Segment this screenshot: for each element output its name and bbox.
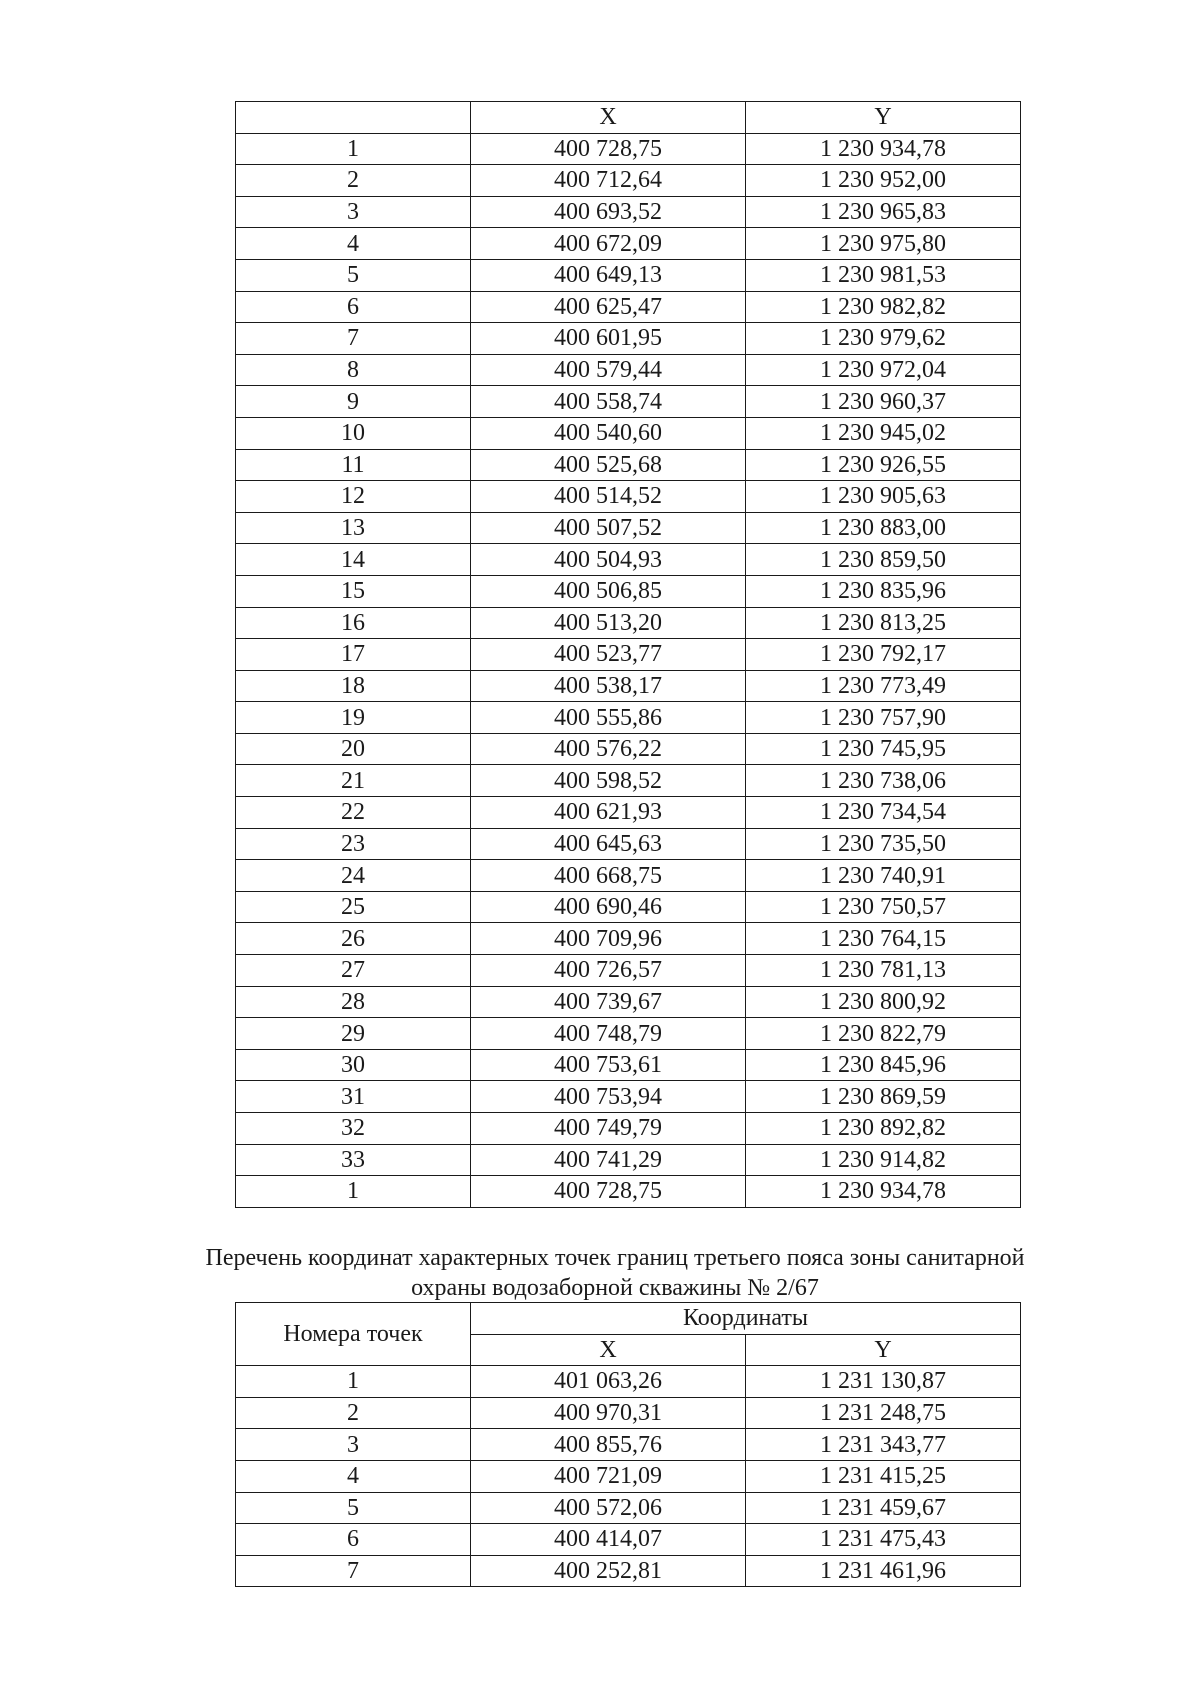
y-coordinate-cell: 1 230 792,17 <box>746 639 1021 671</box>
table-row <box>236 828 1021 860</box>
point-number-cell: 26 <box>236 923 471 955</box>
y-coordinate-cell: 1 230 982,82 <box>746 291 1021 323</box>
point-number-cell: 27 <box>236 955 471 987</box>
y-coordinate-cell: 1 230 934,78 <box>746 1176 1021 1208</box>
x-coordinate-cell: 400 538,17 <box>471 670 746 702</box>
header-point-numbers: Номера точек <box>236 1303 471 1366</box>
point-number-cell: 5 <box>236 1492 471 1524</box>
table-row <box>236 481 1021 513</box>
y-coordinate-cell: 1 230 750,57 <box>746 891 1021 923</box>
x-coordinate-cell: 400 579,44 <box>471 354 746 386</box>
y-coordinate-cell: 1 230 835,96 <box>746 575 1021 607</box>
point-number-cell: 12 <box>236 481 471 513</box>
header-y: Y <box>746 1334 1021 1366</box>
point-number-cell: 19 <box>236 702 471 734</box>
point-number-cell: 33 <box>236 1144 471 1176</box>
x-coordinate-cell: 400 576,22 <box>471 733 746 765</box>
table-row <box>236 1397 1021 1429</box>
point-number-cell: 16 <box>236 607 471 639</box>
table-row <box>236 955 1021 987</box>
x-coordinate-cell: 400 712,64 <box>471 165 746 197</box>
table-row <box>236 639 1021 671</box>
x-coordinate-cell: 400 506,85 <box>471 575 746 607</box>
table-row <box>236 1144 1021 1176</box>
y-coordinate-cell: 1 230 892,82 <box>746 1113 1021 1145</box>
table-row <box>236 575 1021 607</box>
table-row <box>236 449 1021 481</box>
point-number-cell: 7 <box>236 1555 471 1587</box>
y-coordinate-cell: 1 231 459,67 <box>746 1492 1021 1524</box>
x-coordinate-cell: 400 598,52 <box>471 765 746 797</box>
y-coordinate-cell: 1 230 914,82 <box>746 1144 1021 1176</box>
x-coordinate-cell: 400 726,57 <box>471 955 746 987</box>
point-number-cell: 18 <box>236 670 471 702</box>
table-row <box>236 386 1021 418</box>
y-coordinate-cell: 1 230 773,49 <box>746 670 1021 702</box>
point-number-cell: 17 <box>236 639 471 671</box>
y-coordinate-cell: 1 230 800,92 <box>746 986 1021 1018</box>
x-coordinate-cell: 401 063,26 <box>471 1366 746 1398</box>
coordinates-table-2 <box>235 1302 1021 1587</box>
coordinates-table-1-body <box>236 102 1021 1208</box>
table-row <box>236 702 1021 734</box>
table-row <box>236 1081 1021 1113</box>
y-coordinate-cell: 1 230 813,25 <box>746 607 1021 639</box>
point-number-cell: 2 <box>236 165 471 197</box>
y-coordinate-cell: 1 230 781,13 <box>746 955 1021 987</box>
table-row <box>236 1492 1021 1524</box>
table-row <box>236 797 1021 829</box>
x-coordinate-cell: 400 668,75 <box>471 860 746 892</box>
x-coordinate-cell: 400 645,63 <box>471 828 746 860</box>
y-coordinate-cell: 1 230 757,90 <box>746 702 1021 734</box>
point-number-cell: 4 <box>236 228 471 260</box>
point-number-cell: 32 <box>236 1113 471 1145</box>
header-y: Y <box>746 102 1021 134</box>
y-coordinate-cell: 1 230 740,91 <box>746 860 1021 892</box>
table-row <box>236 891 1021 923</box>
y-coordinate-cell: 1 230 945,02 <box>746 417 1021 449</box>
y-coordinate-cell: 1 231 130,87 <box>746 1366 1021 1398</box>
caption-line-2: охраны водозаборной скважины № 2/67 <box>411 1275 819 1301</box>
y-coordinate-cell: 1 231 475,43 <box>746 1524 1021 1556</box>
x-coordinate-cell: 400 728,75 <box>471 133 746 165</box>
point-number-cell: 21 <box>236 765 471 797</box>
x-coordinate-cell: 400 514,52 <box>471 481 746 513</box>
y-coordinate-cell: 1 230 934,78 <box>746 133 1021 165</box>
y-coordinate-cell: 1 230 952,00 <box>746 165 1021 197</box>
x-coordinate-cell: 400 672,09 <box>471 228 746 260</box>
point-number-cell: 3 <box>236 196 471 228</box>
x-coordinate-cell: 400 414,07 <box>471 1524 746 1556</box>
point-number-cell: 25 <box>236 891 471 923</box>
x-coordinate-cell: 400 523,77 <box>471 639 746 671</box>
x-coordinate-cell: 400 748,79 <box>471 1018 746 1050</box>
x-coordinate-cell: 400 572,06 <box>471 1492 746 1524</box>
point-number-cell: 22 <box>236 797 471 829</box>
coordinates-table-1 <box>235 101 1021 1208</box>
table-row <box>236 417 1021 449</box>
point-number-cell: 24 <box>236 860 471 892</box>
table-row <box>236 354 1021 386</box>
x-coordinate-cell: 400 525,68 <box>471 449 746 481</box>
x-coordinate-cell: 400 739,67 <box>471 986 746 1018</box>
y-coordinate-cell: 1 231 248,75 <box>746 1397 1021 1429</box>
x-coordinate-cell: 400 753,94 <box>471 1081 746 1113</box>
header-point-number <box>236 102 471 134</box>
x-coordinate-cell: 400 728,75 <box>471 1176 746 1208</box>
point-number-cell: 31 <box>236 1081 471 1113</box>
x-coordinate-cell: 400 504,93 <box>471 544 746 576</box>
point-number-cell: 23 <box>236 828 471 860</box>
table-row <box>236 1460 1021 1492</box>
x-coordinate-cell: 400 540,60 <box>471 417 746 449</box>
x-coordinate-cell: 400 513,20 <box>471 607 746 639</box>
x-coordinate-cell: 400 753,61 <box>471 1049 746 1081</box>
y-coordinate-cell: 1 230 905,63 <box>746 481 1021 513</box>
y-coordinate-cell: 1 230 883,00 <box>746 512 1021 544</box>
y-coordinate-cell: 1 230 764,15 <box>746 923 1021 955</box>
header-coordinates: Координаты <box>471 1303 1021 1335</box>
point-number-cell: 2 <box>236 1397 471 1429</box>
point-number-cell: 28 <box>236 986 471 1018</box>
point-number-cell: 29 <box>236 1018 471 1050</box>
point-number-cell: 11 <box>236 449 471 481</box>
y-coordinate-cell: 1 230 734,54 <box>746 797 1021 829</box>
x-coordinate-cell: 400 855,76 <box>471 1429 746 1461</box>
point-number-cell: 8 <box>236 354 471 386</box>
y-coordinate-cell: 1 230 972,04 <box>746 354 1021 386</box>
table-row <box>236 291 1021 323</box>
y-coordinate-cell: 1 230 745,95 <box>746 733 1021 765</box>
table-row <box>236 1018 1021 1050</box>
table-row <box>236 323 1021 355</box>
x-coordinate-cell: 400 649,13 <box>471 259 746 291</box>
y-coordinate-cell: 1 230 960,37 <box>746 386 1021 418</box>
point-number-cell: 30 <box>236 1049 471 1081</box>
caption-line-1: Перечень координат характерных точек границ третьего пояса зоны санитарной <box>205 1245 1025 1271</box>
table-row <box>236 733 1021 765</box>
table-row <box>236 607 1021 639</box>
table-row <box>236 228 1021 260</box>
y-coordinate-cell: 1 231 415,25 <box>746 1460 1021 1492</box>
y-coordinate-cell: 1 230 738,06 <box>746 765 1021 797</box>
table-row <box>236 1366 1021 1398</box>
header-x: X <box>471 1334 746 1366</box>
point-number-cell: 1 <box>236 133 471 165</box>
x-coordinate-cell: 400 970,31 <box>471 1397 746 1429</box>
y-coordinate-cell: 1 230 979,62 <box>746 323 1021 355</box>
table-row <box>236 259 1021 291</box>
point-number-cell: 6 <box>236 291 471 323</box>
table-row <box>236 1049 1021 1081</box>
table-row <box>236 196 1021 228</box>
x-coordinate-cell: 400 721,09 <box>471 1460 746 1492</box>
x-coordinate-cell: 400 507,52 <box>471 512 746 544</box>
point-number-cell: 10 <box>236 417 471 449</box>
point-number-cell: 1 <box>236 1366 471 1398</box>
x-coordinate-cell: 400 625,47 <box>471 291 746 323</box>
point-number-cell: 4 <box>236 1460 471 1492</box>
table-header-row <box>236 1303 1021 1335</box>
point-number-cell: 9 <box>236 386 471 418</box>
table-row <box>236 1429 1021 1461</box>
y-coordinate-cell: 1 230 859,50 <box>746 544 1021 576</box>
point-number-cell: 1 <box>236 1176 471 1208</box>
table-row <box>236 1555 1021 1587</box>
table-row <box>236 923 1021 955</box>
table-row <box>236 1176 1021 1208</box>
y-coordinate-cell: 1 230 981,53 <box>746 259 1021 291</box>
table-row <box>236 133 1021 165</box>
table-row <box>236 1524 1021 1556</box>
table-row <box>236 670 1021 702</box>
header-x: X <box>471 102 746 134</box>
y-coordinate-cell: 1 230 845,96 <box>746 1049 1021 1081</box>
table-row <box>236 986 1021 1018</box>
table-row <box>236 165 1021 197</box>
x-coordinate-cell: 400 690,46 <box>471 891 746 923</box>
y-coordinate-cell: 1 230 975,80 <box>746 228 1021 260</box>
point-number-cell: 3 <box>236 1429 471 1461</box>
point-number-cell: 13 <box>236 512 471 544</box>
x-coordinate-cell: 400 749,79 <box>471 1113 746 1145</box>
y-coordinate-cell: 1 230 926,55 <box>746 449 1021 481</box>
point-number-cell: 20 <box>236 733 471 765</box>
y-coordinate-cell: 1 230 735,50 <box>746 828 1021 860</box>
x-coordinate-cell: 400 693,52 <box>471 196 746 228</box>
table-row <box>236 860 1021 892</box>
x-coordinate-cell: 400 558,74 <box>471 386 746 418</box>
table-2-caption <box>150 1243 1080 1303</box>
y-coordinate-cell: 1 231 343,77 <box>746 1429 1021 1461</box>
table-header-row <box>236 102 1021 134</box>
point-number-cell: 14 <box>236 544 471 576</box>
table-row <box>236 512 1021 544</box>
point-number-cell: 15 <box>236 575 471 607</box>
x-coordinate-cell: 400 555,86 <box>471 702 746 734</box>
x-coordinate-cell: 400 621,93 <box>471 797 746 829</box>
y-coordinate-cell: 1 230 869,59 <box>746 1081 1021 1113</box>
x-coordinate-cell: 400 252,81 <box>471 1555 746 1587</box>
x-coordinate-cell: 400 709,96 <box>471 923 746 955</box>
table-row <box>236 765 1021 797</box>
y-coordinate-cell: 1 230 965,83 <box>746 196 1021 228</box>
table-row <box>236 1113 1021 1145</box>
x-coordinate-cell: 400 601,95 <box>471 323 746 355</box>
y-coordinate-cell: 1 230 822,79 <box>746 1018 1021 1050</box>
coordinates-table-2-body <box>236 1303 1021 1587</box>
point-number-cell: 5 <box>236 259 471 291</box>
point-number-cell: 6 <box>236 1524 471 1556</box>
y-coordinate-cell: 1 231 461,96 <box>746 1555 1021 1587</box>
point-number-cell: 7 <box>236 323 471 355</box>
x-coordinate-cell: 400 741,29 <box>471 1144 746 1176</box>
table-row <box>236 544 1021 576</box>
